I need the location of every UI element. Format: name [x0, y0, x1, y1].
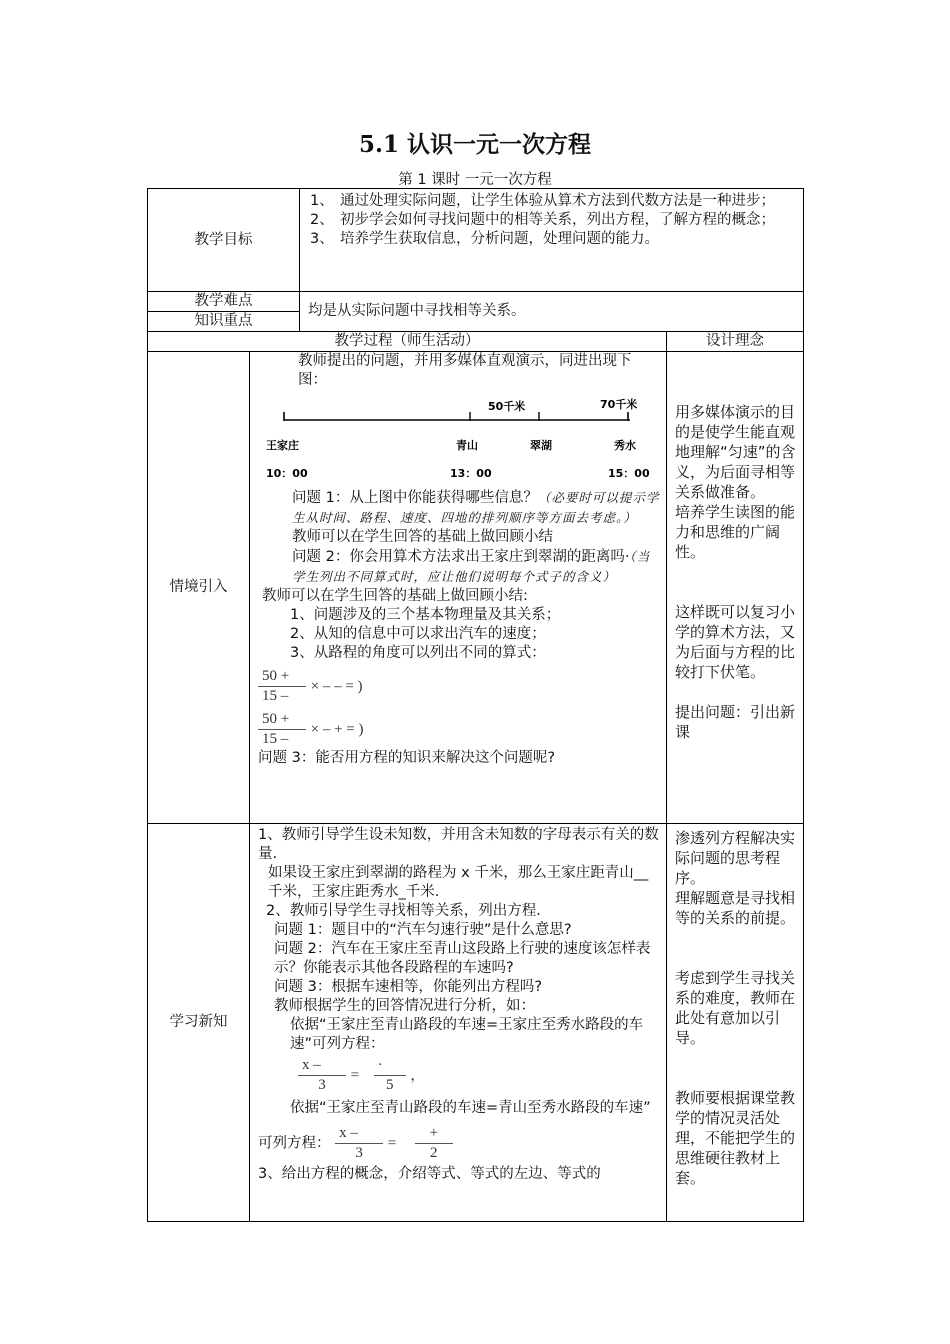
- formula-1: $\frac{50 +}{15 -}$ × – – = ): [258, 667, 660, 706]
- step-text: 2、教师引导学生寻找相等关系，列出方程.: [266, 903, 541, 919]
- intro-text: 教师提出的问题，并用多媒体直观演示，同进出现下图：: [298, 353, 632, 388]
- time-label: 10：00: [266, 467, 308, 480]
- point-item: 3、从路程的角度可以列出不同的算式：: [290, 645, 546, 661]
- objectives-cell: [300, 189, 804, 292]
- step-text: 问题 3：根据车速相等，你能列出方程吗?: [274, 979, 543, 995]
- place-label: 青山: [456, 439, 478, 452]
- equation-1: $\frac{x -}{3}$ = $\frac{\cdot}{5}$ ，: [258, 1056, 660, 1095]
- scenario-content: [250, 352, 667, 824]
- step-text: 依据“王家庄至青山路段的车速=青山至秀水路段的车速”: [290, 1100, 651, 1116]
- speed-label: 50千米: [488, 400, 526, 413]
- question-1: 问题 1：从上图中你能获得哪些信息？（必要时可以提示学生从时间、路程、速度、四地的排列顺序等方面去考虑。）: [292, 490, 660, 525]
- concept-note: 理解题意是寻找相等的关系的前提。: [675, 889, 796, 927]
- focus-label: 知识重点: [148, 312, 300, 332]
- point-item: 2、从知的信息中可以求出汽车的速度；: [290, 626, 546, 642]
- section-label-new-knowledge: 学习新知: [148, 824, 250, 1222]
- place-label: 翠湖: [530, 439, 552, 452]
- place-label: 秀水: [614, 439, 636, 452]
- place-label: 王家庄: [266, 439, 299, 452]
- lesson-subtitle: 第 1 课时 一元一次方程: [398, 172, 552, 188]
- step-text: 问题 1：题目中的“汽车匀速行驶”是什么意思?: [274, 922, 572, 938]
- objective-item: 3、 培养学生获取信息，分析问题，处理问题的能力。: [310, 231, 659, 247]
- step-text: 如果设王家庄到翠湖的路程为 x 千米，那么王家庄距青山__千米，王家庄距秀水_千米.: [268, 865, 649, 900]
- objective-item: 2、 初步学会如何寻找问题中的相等关系，列出方程，了解方程的概念；: [310, 212, 775, 228]
- step-text: 3、给出方程的概念，介绍等式、等式的左边、等式的: [258, 1166, 601, 1182]
- concept-note: 培养学生读图的能力和思维的广阔性。: [675, 503, 796, 561]
- step-text: 依据“王家庄至青山路段的车速=王家庄至秀水路段的车速”可列方程：: [290, 1017, 644, 1052]
- summary-1: 教师可以在学生回答的基础上做回顾小结: [292, 529, 553, 545]
- time-label: 13：00: [450, 467, 492, 480]
- step-text: 教师根据学生的回答情况进行分析，如：: [274, 998, 535, 1014]
- objective-item: 1、 通过处理实际问题，让学生体验从算术方法到代数方法是一种进步；: [310, 193, 775, 209]
- concept-note: 这样既可以复习小学的算术方法，又为后面与方程的比较打下伏笔。: [675, 603, 796, 681]
- speed-label: 70千米: [600, 398, 638, 411]
- objectives-label: 教学目标: [148, 189, 300, 292]
- equation-2: 可列方程： $\frac{x -}{3}$ = $\frac{+}{2}$: [258, 1124, 660, 1163]
- step-text: 1、教师引导学生设未知数，并用含未知数的字母表示有关的数量.: [258, 827, 659, 862]
- concept-note: 考虑到学生寻找关系的难度，教师在此处有意加以引导。: [675, 969, 796, 1047]
- key-points-text: 均是从实际问题中寻找相等关系。: [300, 292, 804, 332]
- lesson-plan-table: [147, 188, 804, 1222]
- concept-note: 渗透列方程解决实际问题的思考程序。: [675, 829, 796, 887]
- page-title: 5.1 认识一元一次方程: [358, 131, 592, 158]
- route-diagram: [258, 392, 658, 486]
- new-knowledge-concept: [667, 824, 804, 1222]
- concept-note: 提出问题：引出新课: [675, 703, 796, 741]
- question-2: 问题 2：你会用算术方法求出王家庄到翠湖的距离吗·（当学生列出不同算式时，应让他们说明每个式子的含义）: [292, 549, 651, 584]
- step-text: 问题 2：汽车在王家庄至青山这段路上行驶的速度该怎样表示？你能表示其他各段路程的车速吗?: [274, 941, 651, 976]
- question-3: 问题 3：能否用方程的知识来解决这个问题呢?: [258, 750, 556, 766]
- concept-note: 用多媒体演示的目的是使学生能直观地理解“匀速”的含义，为后面寻相等关系做准备。: [675, 403, 796, 501]
- summary-2: 教师可以在学生回答的基础上做回顾小结:: [262, 588, 528, 604]
- process-header: 教学过程（师生活动）: [148, 332, 667, 352]
- section-label-scenario: 情境引入: [148, 352, 250, 824]
- concept-note: 教师要根据课堂教学的情况灵活处理，不能把学生的思维硬往教材上套。: [675, 1089, 796, 1187]
- new-knowledge-content: [250, 824, 667, 1222]
- scenario-concept: [667, 352, 804, 824]
- point-item: 1、问题涉及的三个基本物理量及其关系；: [290, 607, 561, 623]
- difficulty-label: 教学难点: [148, 292, 300, 312]
- concept-header: 设计理念: [667, 332, 804, 352]
- time-label: 15：00: [608, 467, 650, 480]
- formula-2: $\frac{50 +}{15 -}$ × – + = ): [258, 710, 660, 749]
